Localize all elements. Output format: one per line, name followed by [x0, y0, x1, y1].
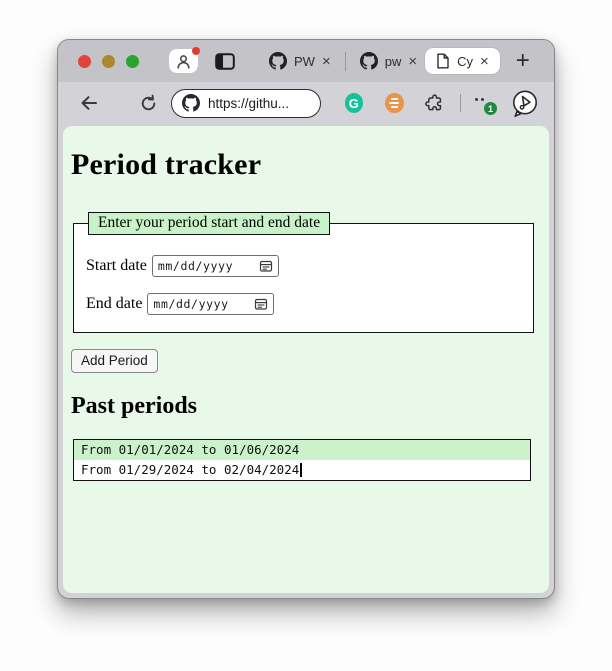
tab-label: Cy [457, 53, 473, 69]
assistant-bubble-button[interactable] [509, 88, 540, 119]
profile-button[interactable] [169, 49, 198, 73]
add-period-button[interactable]: Add Period [71, 349, 158, 373]
reload-button[interactable] [138, 93, 159, 114]
tab-label: PW [294, 53, 315, 69]
github-icon [269, 52, 287, 70]
tab-pw-2[interactable] [352, 48, 425, 74]
calendar-icon[interactable] [254, 297, 268, 311]
dots-icon [475, 98, 484, 101]
past-periods-heading: Past periods [71, 393, 197, 419]
grammarly-extension-button[interactable]: G [345, 93, 364, 113]
zoom-window-button[interactable] [126, 55, 139, 68]
tab-bar [58, 40, 554, 82]
close-window-button[interactable] [78, 55, 91, 68]
minimize-window-button[interactable] [102, 55, 115, 68]
end-date-input[interactable] [147, 293, 274, 315]
document-icon [436, 53, 450, 69]
github-icon [360, 52, 378, 70]
extensions-puzzle-icon[interactable] [425, 94, 444, 113]
text-caret [300, 463, 302, 477]
traffic-lights [78, 55, 139, 68]
form-legend: Enter your period start and end date [88, 212, 330, 235]
close-tab-icon[interactable]: × [480, 52, 489, 70]
page-content [63, 126, 549, 593]
date-placeholder: mm/dd/yyyy [153, 297, 229, 311]
extension-badge: 1 [484, 102, 497, 115]
start-date-input[interactable] [152, 255, 279, 277]
period-list-item[interactable]: From 01/01/2024 to 01/06/2024 [74, 440, 530, 460]
page-title: Period tracker [71, 148, 262, 181]
end-date-row [86, 293, 521, 315]
date-placeholder: mm/dd/yyyy [157, 259, 234, 273]
url-text: https://githu... [208, 95, 290, 111]
tabs [261, 48, 500, 74]
past-periods-list [73, 439, 531, 481]
browser-window [57, 39, 555, 599]
close-tab-icon[interactable]: × [321, 52, 331, 70]
period-entry-text: From 01/29/2024 to 02/04/2024 [81, 462, 300, 477]
navigation-bar [58, 82, 554, 124]
address-bar[interactable] [171, 89, 321, 118]
orange-extension-button[interactable] [385, 93, 404, 113]
end-date-label: End date [86, 295, 143, 312]
start-date-row [86, 255, 521, 277]
back-button[interactable] [78, 93, 100, 113]
notification-dot [192, 47, 200, 55]
tab-divider [345, 52, 346, 71]
person-icon [175, 53, 192, 70]
tab-label: pw [384, 53, 402, 69]
github-icon [182, 94, 200, 112]
sidebar-icon [215, 53, 235, 70]
calendar-icon[interactable] [259, 259, 273, 273]
start-date-label: Start date [86, 257, 147, 274]
close-tab-icon[interactable]: × [408, 52, 418, 70]
tab-cypress-active[interactable] [425, 48, 500, 74]
tab-overview-button[interactable] [215, 53, 235, 70]
new-tab-button[interactable]: + [515, 47, 530, 74]
toolbar-divider [460, 94, 461, 112]
period-form-fieldset [73, 212, 534, 333]
tab-pw-1[interactable] [261, 48, 339, 74]
overflow-extension-button[interactable] [475, 93, 494, 113]
period-list-item[interactable] [74, 460, 530, 480]
